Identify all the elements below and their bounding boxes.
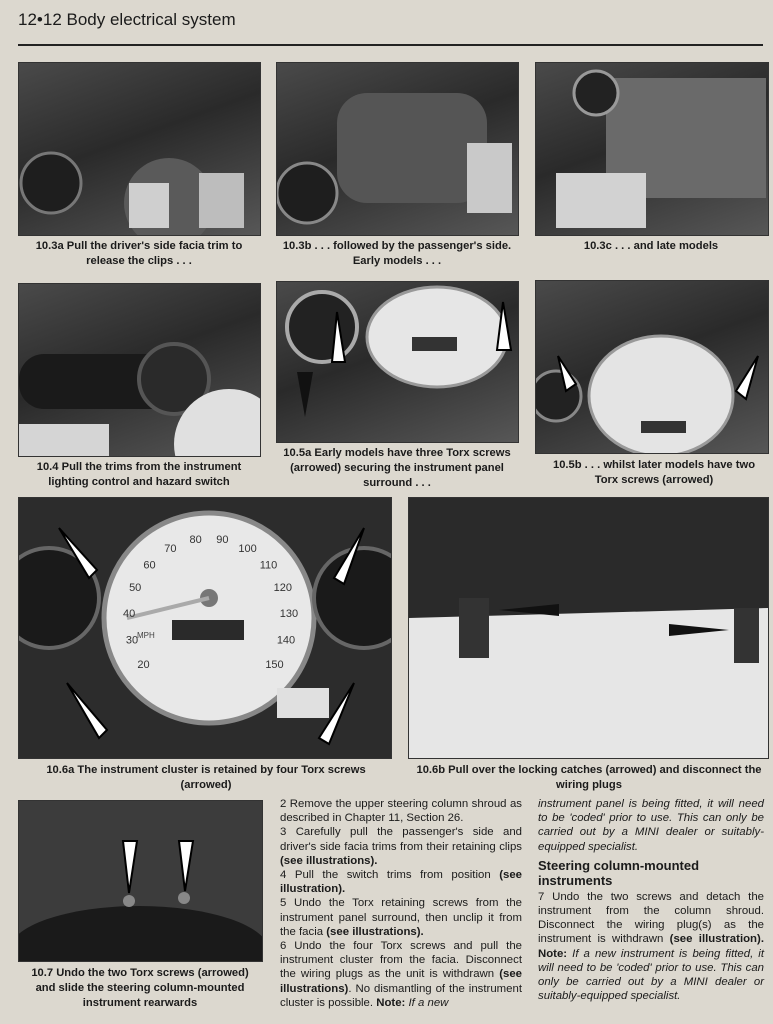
gauge-speed-label: 20 [137,658,150,671]
caption-10-4: 10.4 Pull the trims from the instrument lighting control and hazard switch [36,461,242,488]
photo-10-5a [276,281,519,443]
gauge-speed-label: 150 [265,658,284,671]
photo-10-5b [535,280,769,454]
gauge-speed-label: 60 [143,559,156,572]
photo-10-4 [18,283,261,457]
step-2: 2 Remove the upper steering column shroud as described in Chapter 11, Section 26. [280,798,522,825]
caption-10-5a: 10.5a Early models have three Torx screws (arrowed) securing the instrument panel surround . . . [283,447,511,489]
text-column-right [538,797,764,1003]
gauge-speed-label: 100 [238,542,257,555]
section-heading: Steering column-mounted instruments [538,857,700,888]
header-rule [18,44,763,46]
photo-10-3b [276,62,519,236]
gauge-speed-label: 80 [189,534,202,547]
step-6: 6 Undo the four Torx screws and pull the instrument cluster from the facia. Disconnect the wiring plugs as the unit is withdrawn (see illustrations). No dismantling of the instrument cluster is possible. Note: If a new [280,940,522,1009]
caption-10-3c: 10.3c . . . and late models [583,240,719,252]
photo-10-6a [18,497,392,759]
step-5: 5 Undo the Torx retaining screws from the instrument panel surround, then unclip it from the facia (see illustrations). [280,897,522,938]
photo-10-3a [18,62,261,236]
caption-10-7: 10.7 Undo the two Torx screws (arrowed) and slide the steering column-mounted instrument rearwards [31,967,249,1009]
photo-10-3c [535,62,769,236]
step-7: 7 Undo the two screws and detach the instrument from the column shroud. Disconnect the wiring plug(s) as the instrument is withdrawn (see illustration). Note: If a new instrument is being fitted, it will need to be 'coded' prior to use. This can only be carried out by a MINI dealer or suitably-equipped specialist. [538,890,764,1003]
gauge-unit-label: MPH [137,631,155,640]
page-header: 12•12 Body electrical system [18,10,236,29]
caption-10-6b: 10.6b Pull over the locking catches (arrowed) and disconnect the wiring plugs [416,764,762,791]
gauge-speed-label: 40 [122,608,136,621]
step-3: 3 Carefully pull the passenger's side and driver's side facia trims from their retaining clips (see illustrations). [280,826,522,867]
gauge-speed-label: 90 [216,534,229,547]
gauge-speed-label: 140 [276,634,296,647]
note-continued: instrument panel is being fitted, it will need to be 'coded' prior to use. This can only be carried out by a MINI dealer or suitably-equipped specialist. [538,798,764,853]
gauge-speed-label: 110 [259,559,278,572]
caption-10-3a: 10.3a Pull the driver's side facia trim to release the clips . . . [35,240,243,267]
photo-10-7 [18,800,263,962]
photo-10-6b [408,497,769,759]
step-4: 4 Pull the switch trims from position (see illustration). [280,869,522,896]
gauge-speed-label: 30 [125,634,139,647]
caption-10-3b: 10.3b . . . followed by the passenger's side. Early models . . . [282,240,512,267]
gauge-speed-label: 120 [273,582,292,595]
text-column-middle [280,797,522,1010]
gauge-speed-label: 130 [279,608,299,621]
gauge-speed-label: 50 [129,582,142,595]
caption-10-5b: 10.5b . . . whilst later models have two Torx screws (arrowed) [552,459,756,486]
caption-10-6a: 10.6a The instrument cluster is retained by four Torx screws (arrowed) [46,764,366,791]
gauge-speed-label: 70 [164,542,177,555]
